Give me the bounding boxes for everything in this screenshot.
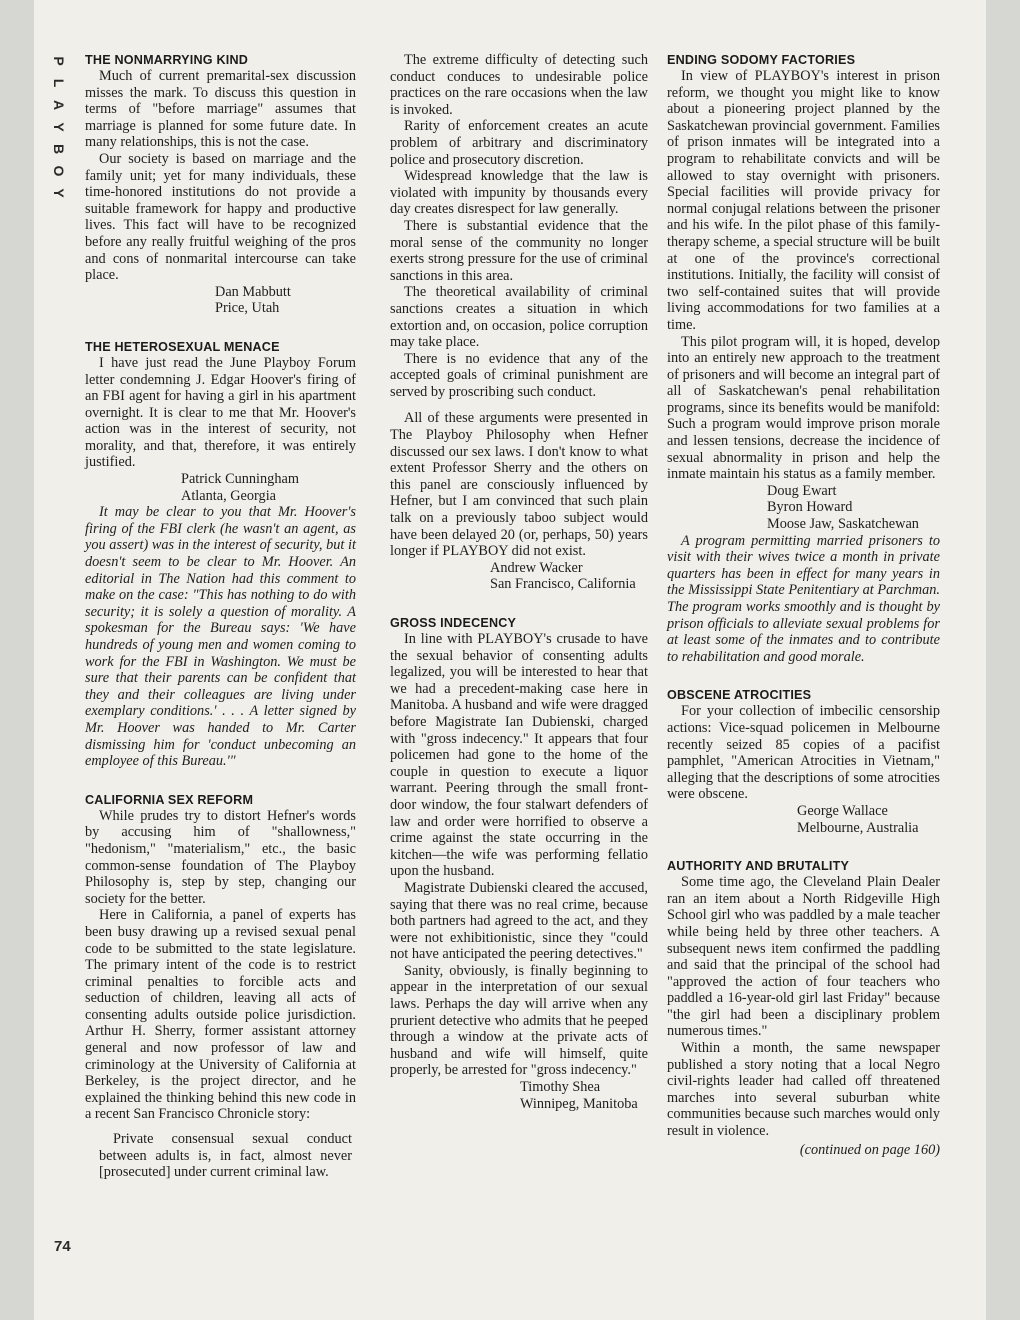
paragraph: For your collection of imbecilic censorship actions: Vice-squad policemen in Melbourne recently seized 85 copies of a pacifist pamphlet, "American Atrocities in Vietnam," alleging that the descriptions of some atrocities were obscene. (667, 703, 940, 803)
signature-name: George Wallace (797, 802, 888, 819)
quote-paragraph: Widespread knowledge that the law is violated with impunity by thousands every day creates disrespect for law generally. (390, 168, 648, 218)
masthead-letter: O (51, 165, 67, 177)
paragraph: Our society is based on marriage and the family unit; yet for many individuals, these time-honored institutions do not provide a suitable framework for happy and productive lives. This fact will have to be recognized before any really fruitful weighing of the pros and cons of nonmarital intercourse can take place. (85, 150, 356, 284)
letter-authority-and-brutality (667, 858, 940, 1158)
paragraph: In line with PLAYBOY's crusade to have the sexual behavior of consenting adults legalized, you will be interested to hear that we had a precedent-making case here in Manitoba. A husband and wife were dragged before Magistrate Ian Dubienski, charged with "gross indecency." It appears that four policemen had gone to the home of the couple in question to execute a liquor warrant. Peering through the small front-door window, the four stalwart defenders of law and order were horrified to observe a crime against the state occurring in the kitchen—the wife was performing fellatio upon the husband. (390, 631, 648, 880)
signature-place: Atlanta, Georgia (181, 487, 277, 504)
signature-name: Dan Mabbutt (215, 283, 291, 300)
letter-california-sex-reform (85, 792, 356, 1181)
section-heading: THE HETEROSEXUAL MENACE (85, 339, 280, 354)
quote-paragraph: There is no evidence that any of the accepted goals of criminal punishment are served by proscribing such conduct. (390, 350, 648, 400)
signature-place: Winnipeg, Manitoba (520, 1095, 638, 1112)
section-heading: OBSCENE ATROCITIES (667, 688, 812, 703)
letter-obscene-atrocities (667, 687, 940, 836)
column-2 (390, 52, 648, 1134)
letter-ending-sodomy-factories (667, 52, 940, 665)
paragraph: I have just read the June Playboy Forum letter condemning J. Edgar Hoover's firing of an FBI agent for having a girl in his apartment overnight. It is clear to me that Mr. Hoover's action was in the interest of security, not morality, and that, therefore, it was entirely justified. (85, 354, 356, 471)
editorial-reply: A program permitting married prisoners to visit with their wives twice a month in private quarters has been in effect for many years in the Mississippi State Penitentiary at Parchman. The program works smoothly and is thought by prison officials to alleviate sexual problems for at least some of the inmates and to contribute to rehabilitation and good morale. (667, 532, 940, 665)
column-1 (85, 52, 356, 1203)
magazine-page (34, 0, 986, 1320)
masthead-letter: Y (51, 188, 67, 198)
signature-place: Price, Utah (215, 300, 280, 317)
paragraph: Within a month, the same newspaper published a story noting that a local Negro civil-rights leader had called off threatened marches into several suburban white communities because such marches would only result in violence. (667, 1040, 940, 1140)
masthead-letter: Y (51, 122, 67, 132)
letter-nonmarrying-kind (85, 52, 356, 317)
paragraph: While prudes try to distort Hefner's words by accusing him of "shallowness," "hedonism," "materialism," etc., the basic common-sense foundation of The Playboy Philosophy is, step by step, changing our society for the better. (85, 807, 356, 907)
quote-paragraph: There is substantial evidence that the moral sense of the community no longer exerts strong pressure for the use of criminal sanctions in this area. (390, 217, 648, 284)
masthead-letter: B (51, 143, 67, 155)
paragraph: All of these arguments were presented in The Playboy Philosophy when Hefner discussed our sex laws. I don't know to what extent Professor Sherry and the others on this panel are consciously influenced by Hefner, but I am convinced that such plain talk on a previously taboo subject would have been delayed 20 (or, perhaps, 50) years longer if PLAYBOY did not exist. (390, 410, 648, 560)
editorial-reply: It may be clear to you that Mr. Hoover's firing of the FBI clerk (he wasn't an agent, as you assert) was in the interest of security, but it doesn't seem to be clear to Mr. Hoover. An editorial in The Nation had this comment to make on the case: "This has nothing to do with security; it is solely a question of morality. A spokesman for the Bureau says: 'We have hundreds of young men and women coming to work for the FBI in Washington. We must be sure that their parents can be confident that they and their colleagues are living under exemplary conditions.' . . . A letter signed by Mr. Hoover was handed to Mr. Carter dismissing him for 'conduct unbecoming an employee of this Bureau.'" (85, 504, 356, 770)
block-quote: Private consensual sexual conduct between adults is, in fact, almost never [prosecuted] under current criminal law. (99, 1131, 352, 1181)
signature-name: Andrew Wacker (490, 559, 583, 576)
paragraph: Much of current premarital-sex discussion misses the mark. To discuss this question in terms of "before marriage" assumes that marriage is planned for some future date. In many relationships, this is not the case. (85, 68, 356, 151)
signature-place: Moose Jaw, Saskatchewan (767, 516, 919, 533)
section-heading: THE NONMARRYING KIND (85, 53, 249, 67)
masthead-letter: L (51, 78, 67, 88)
signature-name: Timothy Shea (520, 1079, 601, 1096)
paragraph: This pilot program will, it is hoped, develop into an entirely new approach to the treatment of prisoners and will become an integral part of all of Saskatchewan's penal rehabilitation programs, since its benefits would be manifold: Such a program would improve prison morale and lessen tensions, decrease the incidence of sexual abnormality in prison and help the inmate maintain his status as a family member. (667, 333, 940, 483)
section-heading: AUTHORITY AND BRUTALITY (667, 859, 850, 874)
signature-name: Doug Ewart (767, 482, 837, 499)
paragraph: In view of PLAYBOY's interest in prison reform, we thought you might like to know about a pioneering project planned by the Saskatchewan provincial government. Families of prison inmates will be integrated into a program to rehabilitate convicts and will be allowed to stay overnight with prisoners. Special facilities will provide privacy for normal conjugal relations between the prisoner and his wife. In the pilot phase of this family-therapy scheme, a special structure will be built at one of the province's correctional institutions. Initially, the facility will consist of two self-contained suites that will provide living accommodations for two families at a time. (667, 68, 940, 333)
paragraph: Magistrate Dubienski cleared the accused, saying that there was no real crime, because both partners had agreed to the act, and they were not exhibitionistic, since they "could not have anticipated the peering detectives." (390, 879, 648, 963)
page-number: 74 (54, 1238, 71, 1255)
letter-gross-indecency (390, 615, 648, 1112)
signature-name: Byron Howard (767, 499, 853, 516)
quoted-arguments (390, 52, 648, 400)
signature-name: Patrick Cunningham (181, 471, 299, 488)
continued-note: (continued on page 160) (799, 1141, 940, 1158)
quote-paragraph: The theoretical availability of criminal sanctions creates a situation in which extortion and, on occasion, police corruption may take place. (390, 284, 648, 351)
column-3 (667, 52, 940, 1180)
masthead-vertical (50, 50, 68, 204)
paragraph: Here in California, a panel of experts has been busy drawing up a revised sexual penal code to be submitted to the state legislature. The primary intent of the code is to restrict criminal penalties to forcible acts and seduction of children, leaving all acts of consenting adults outside police jurisdiction. Arthur H. Sherry, former assistant attorney general and now professor of law and criminology at the University of California at Berkeley, is the project director, and he explained the thinking behind this new code in a recent San Francisco Chronicle story: (85, 907, 356, 1123)
letter-closing (390, 410, 648, 593)
signature-place: San Francisco, California (490, 576, 636, 593)
letter-heterosexual-menace (85, 339, 356, 770)
paragraph: Sanity, obviously, is finally beginning to appear in the interpretation of our sexual laws. Perhaps the day will arrive when any prurient detective who admits that he peeped through a window at the private acts of husband and wife will himself, quite properly, be arrested for "gross indecency." (390, 962, 648, 1079)
masthead-letter: A (51, 99, 67, 111)
quote-paragraph: The extreme difficulty of detecting such conduct conduces to undesirable police practices on the rare occasions when the law is invoked. (390, 52, 648, 118)
masthead-letter: P (51, 56, 67, 66)
quote-paragraph: Rarity of enforcement creates an acute problem of arbitrary and discriminatory police and prosecutory discretion. (390, 118, 648, 168)
paragraph: Some time ago, the Cleveland Plain Dealer ran an item about a North Ridgeville High School girl who was paddled by a male teacher while being held by three other teachers. A subsequent news item confirmed the paddling and said that the principal of the school had "approved the action of four teachers who paddled a 16-year-old girl last Friday" because "the girl had been a disciplinary problem numerous times." (667, 874, 940, 1040)
section-heading: ENDING SODOMY FACTORIES (667, 53, 856, 67)
signature-place: Melbourne, Australia (797, 819, 919, 836)
section-heading: CALIFORNIA SEX REFORM (85, 792, 254, 807)
section-heading: GROSS INDECENCY (390, 616, 517, 630)
